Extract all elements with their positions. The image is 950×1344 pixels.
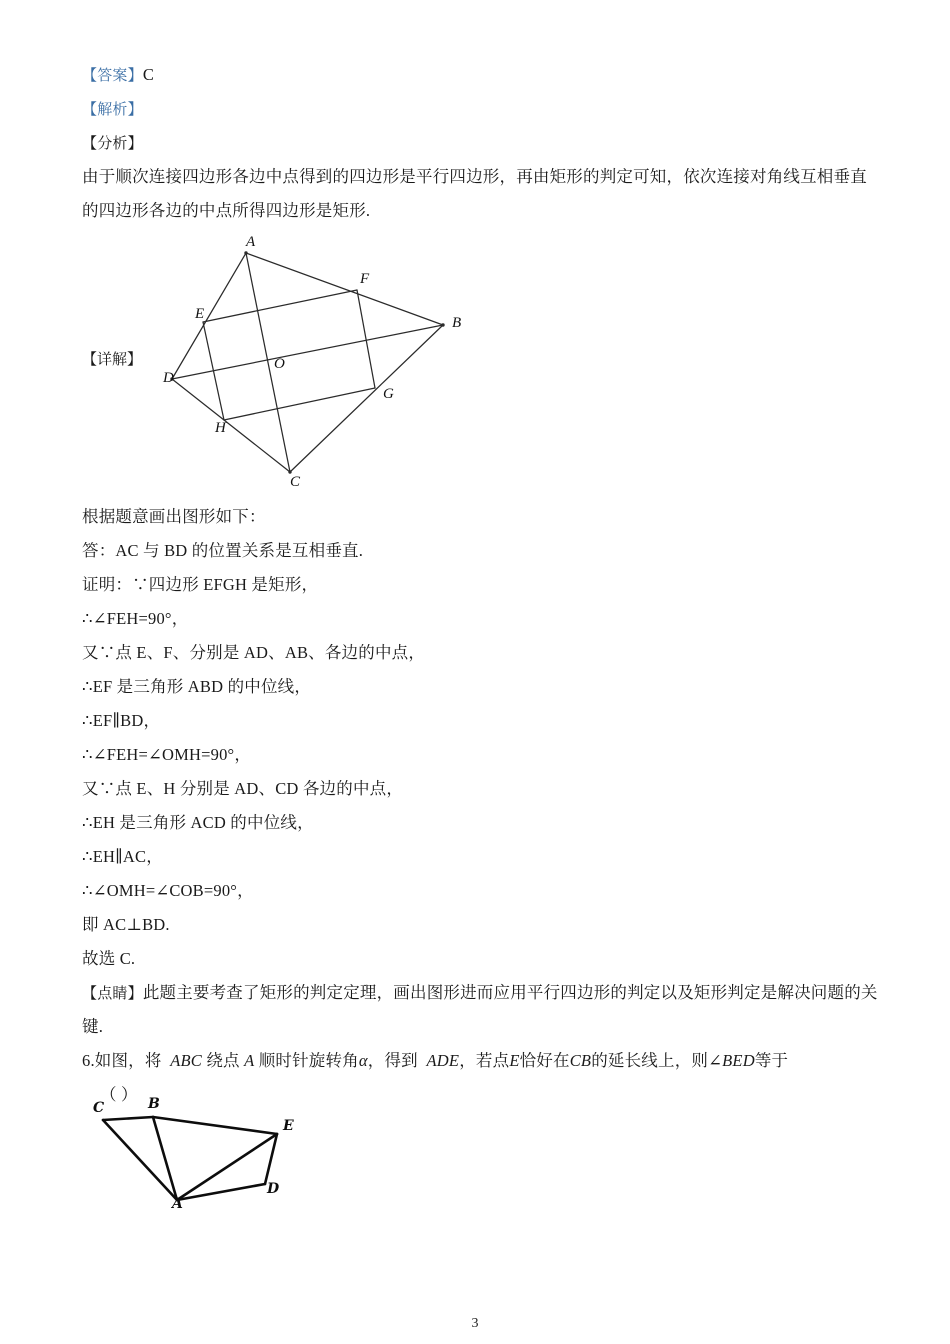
figure-rotated-triangle-svg xyxy=(72,1092,332,1222)
answer-line xyxy=(82,58,882,92)
figure1-label-D: D xyxy=(163,370,174,386)
question-6-text xyxy=(82,1044,882,1078)
figure1-label-G: G xyxy=(383,386,394,402)
q6-point-a: A xyxy=(244,1051,255,1070)
figure2-label-E: E xyxy=(283,1118,294,1134)
q6-part3: 顺时针旋转角 xyxy=(258,1051,359,1070)
q6-triangle-abc: ABC xyxy=(170,1051,203,1070)
page-number: 3 xyxy=(471,1316,479,1331)
figure2-vertex-labels xyxy=(93,1096,294,1212)
analysis-line xyxy=(82,92,882,126)
figure1-edge-BC xyxy=(290,325,443,472)
proof-line-3: ∴∠FEH=90°， xyxy=(82,609,189,628)
xiangjie-tag: 【详解】 xyxy=(82,350,143,368)
q6-part4: ，得到 xyxy=(367,1051,418,1070)
proof-line-10: ∴EH∥AC， xyxy=(82,847,163,866)
proof-line-2: 证明：∵四边形 EFGH 是矩形， xyxy=(82,575,319,594)
proof-line-9: ∴EH 是三角形 ACD 的中位线， xyxy=(82,813,314,832)
figure1-edge-BD xyxy=(172,325,443,379)
fenxi-paragraph: 由于顺次连接四边形各边中点得到的四边形是平行四边形，再由矩形的判定可知，依次连接对角线互相垂直的四边形各边的中点所得四边形是矩形. xyxy=(82,167,867,220)
figure-quadrilateral-efgh-svg xyxy=(140,228,490,498)
q6-part2: 绕点 xyxy=(206,1051,240,1070)
q6-triangle-ade: ADE xyxy=(426,1051,460,1070)
proof-line-11: ∴∠OMH=∠COB=90°， xyxy=(82,881,254,900)
proof-line-13: 故选 C. xyxy=(82,949,136,968)
figure1-label-F: F xyxy=(360,271,370,287)
fenxi-tag: 【分析】 xyxy=(82,134,143,152)
figure1-edge-AB xyxy=(246,253,443,325)
figure2-label-D: D xyxy=(267,1181,280,1197)
proof-line-5: ∴EF 是三角形 ABD 的中位线， xyxy=(82,677,312,696)
q6-part5: ，若点 xyxy=(459,1051,510,1070)
figure2-edge-group xyxy=(103,1117,277,1200)
figure1-label-B: B xyxy=(452,315,462,331)
answer-tag: 【答案】 xyxy=(82,66,143,84)
q6-point-e: E xyxy=(509,1051,520,1070)
question-6-number: 6. xyxy=(82,1051,95,1070)
figure1-vertex-dot-B xyxy=(441,323,444,326)
figure1-label-C: C xyxy=(290,474,301,490)
q6-part1: 如图，将 xyxy=(94,1051,162,1070)
figure2-label-B: B xyxy=(148,1096,160,1112)
figure2-label-A: A xyxy=(172,1196,183,1212)
figure1-label-H: H xyxy=(215,420,226,436)
proof-line-12: 即 AC⊥BD. xyxy=(82,915,170,934)
proof-line-7: ∴∠FEH=∠OMH=90°， xyxy=(82,745,252,764)
figure2-label-C: C xyxy=(93,1100,105,1116)
proof-line-0: 根据题意画出图形如下： xyxy=(82,507,266,526)
figure1-label-O: O xyxy=(274,356,285,372)
figure1-edge-EF xyxy=(203,290,357,322)
proof-line-1: 答：AC 与 BD 的位置关系是互相垂直. xyxy=(82,541,364,560)
proof-line-6: ∴EF∥BD， xyxy=(82,711,161,730)
question-6-choices: （ ） xyxy=(100,1085,138,1104)
figure-quadrilateral-efgh xyxy=(140,228,490,498)
dianjing-paragraph xyxy=(82,976,882,1044)
dianjing-text: 此题主要考查了矩形的判定定理，画出图形进而应用平行四边形的判定以及矩形判定是解决问题的关键. xyxy=(82,983,878,1036)
q6-part6: 恰好在 xyxy=(519,1051,570,1070)
q6-part8: 等于 xyxy=(754,1051,789,1070)
q6-part7: 的延长线上，则 xyxy=(591,1051,709,1070)
q6-alpha: α xyxy=(358,1051,368,1070)
dianjing-tag: 【点睛】 xyxy=(82,984,143,1002)
fenxi-line xyxy=(82,126,882,160)
answer-value: C xyxy=(142,65,155,84)
figure1-edge-group xyxy=(172,253,443,472)
figure-rotated-triangle xyxy=(72,1092,332,1222)
proof-line-8: 又∵点 E、H 分别是 AD、CD 各边的中点， xyxy=(82,779,404,798)
figure1-edge-GH xyxy=(224,388,375,420)
analysis-tag: 【解析】 xyxy=(82,100,143,118)
figure2-edge-CB xyxy=(103,1117,153,1120)
figure1-label-A: A xyxy=(246,234,256,250)
figure2-edge-BE xyxy=(153,1117,277,1134)
figure1-edge-CD xyxy=(172,379,290,472)
proof-line-4: 又∵点 E、F、分别是 AD、AB、各边的中点， xyxy=(82,643,426,662)
q6-angle-bed: ∠BED xyxy=(708,1051,755,1070)
figure1-label-E: E xyxy=(195,306,205,322)
figure1-vertex-dot-A xyxy=(244,251,247,254)
q6-segment-cb: CB xyxy=(569,1051,592,1070)
